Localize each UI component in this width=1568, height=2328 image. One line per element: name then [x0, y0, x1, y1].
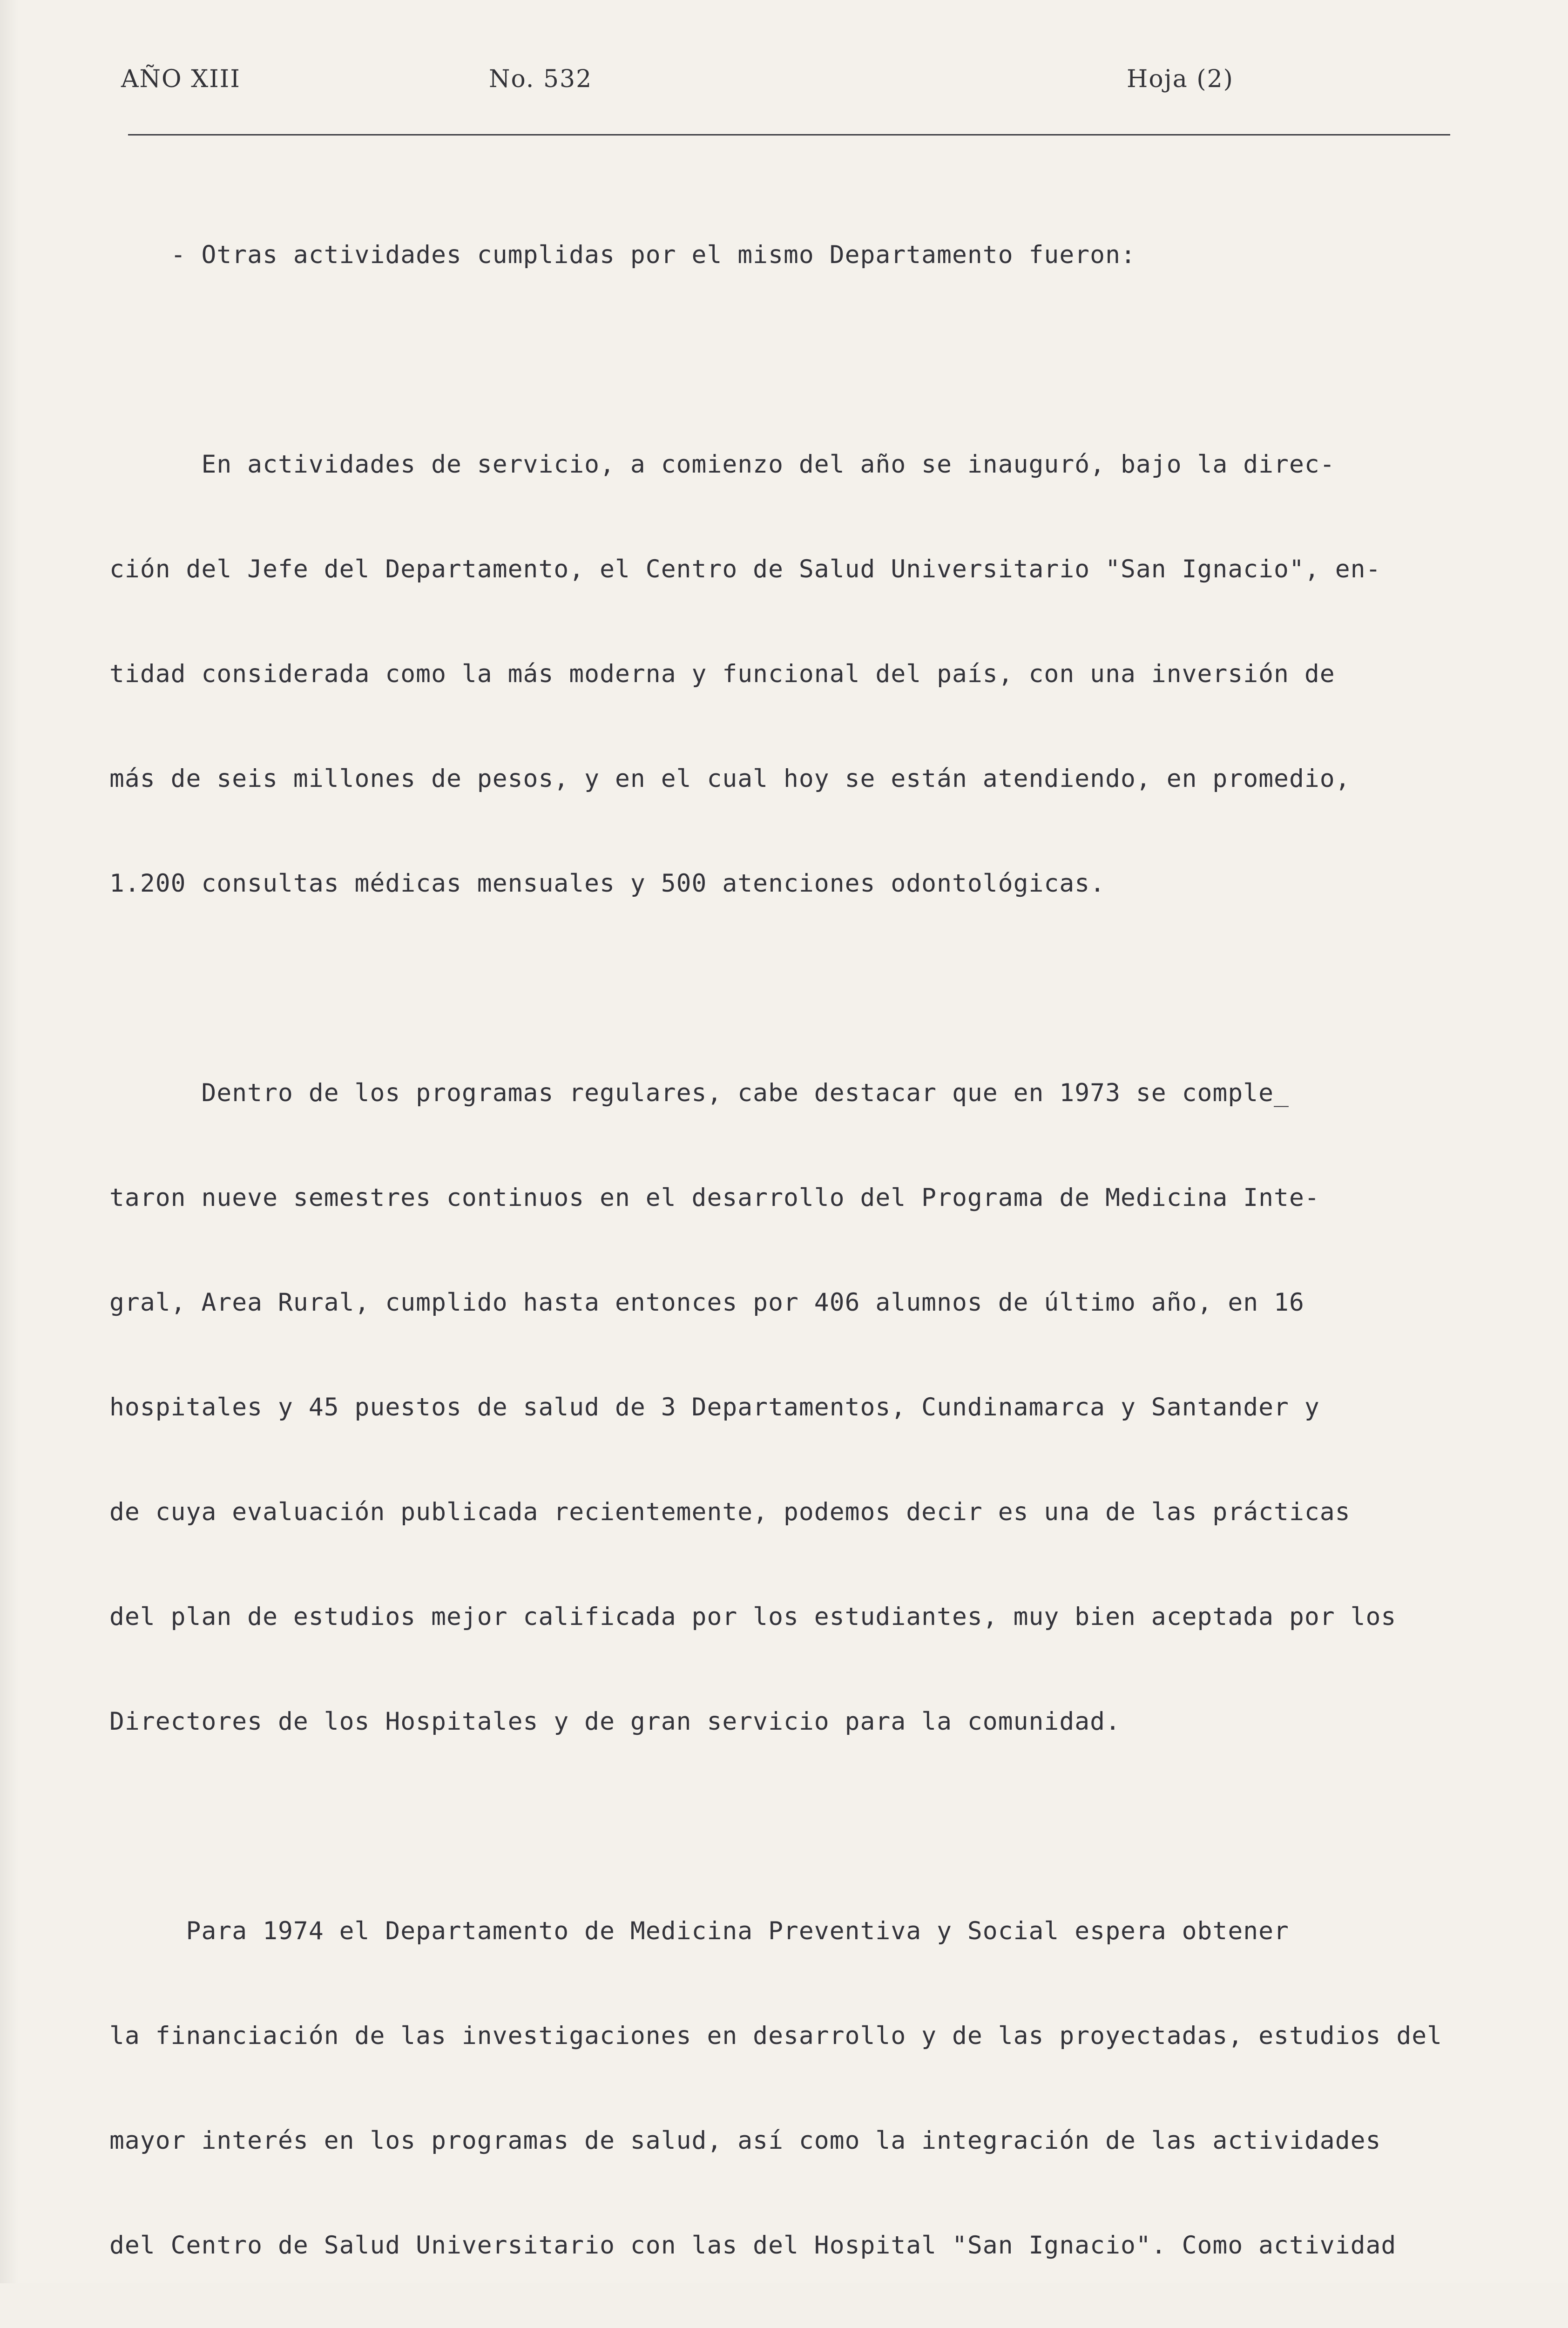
text-line: la financiación de las investigaciones en desarrollo y de las proyectadas, estudios del [109, 2022, 1443, 2050]
text-line: de cuya evaluación publicada recientemente, podemos decir es una de las prácticas [109, 1498, 1351, 1526]
paragraph-para-1974 [109, 1844, 1460, 2328]
text-line: hospitales y 45 puestos de salud de 3 Departamentos, Cundinamarca y Santander y [109, 1393, 1320, 1421]
text-line: del plan de estudios mejor calificada por los estudiantes, muy bien aceptada por los [109, 1603, 1397, 1631]
text-line: gral, Area Rural, cumplido hasta entonces por 406 alumnos de último año, en 16 [109, 1288, 1304, 1317]
header-rule [128, 134, 1450, 135]
text-line: más de seis millones de pesos, y en el cual hoy se están atendiendo, en promedio, [109, 765, 1351, 793]
header-year: AÑO XIII [121, 65, 241, 93]
text-line: Para 1974 el Departamento de Medicina Preventiva y Social espera obtener [109, 1917, 1289, 1945]
header-number: No. 532 [489, 65, 593, 93]
text-line: del Centro de Salud Universitario con las del Hospital "San Ignacio". Como actividad [109, 2231, 1397, 2260]
text-line: taron nueve semestres continuos en el desarrollo del Programa de Medicina Inte- [109, 1184, 1320, 1212]
document-body [109, 168, 1460, 2328]
text-line: 1.200 consultas médicas mensuales y 500 atenciones odontológicas. [109, 869, 1106, 898]
text-line: Dentro de los programas regulares, cabe destacar que en 1973 se comple_ [109, 1079, 1289, 1107]
text-line: - Otras actividades cumplidas por el mismo Departamento fueron: [109, 241, 1136, 269]
header-sheet: Hoja (2) [1127, 65, 1234, 93]
text-line: tidad considerada como la más moderna y funcional del país, con una inversión de [109, 660, 1335, 688]
paragraph-programas-regulares [109, 1006, 1460, 1809]
text-line: Directores de los Hospitales y de gran servicio para la comunidad. [109, 1707, 1121, 1736]
page-header [121, 65, 1453, 102]
text-line: En actividades de servicio, a comienzo del año se inauguró, bajo la direc- [109, 450, 1335, 479]
text-line: mayor interés en los programas de salud, así como la integración de las actividades [109, 2126, 1381, 2155]
paragraph-centro-salud [109, 377, 1460, 971]
text-line: ción del Jefe del Departamento, el Centro de Salud Universitario "San Ignacio", en- [109, 555, 1381, 583]
paragraph-otras-actividades [109, 168, 1460, 342]
